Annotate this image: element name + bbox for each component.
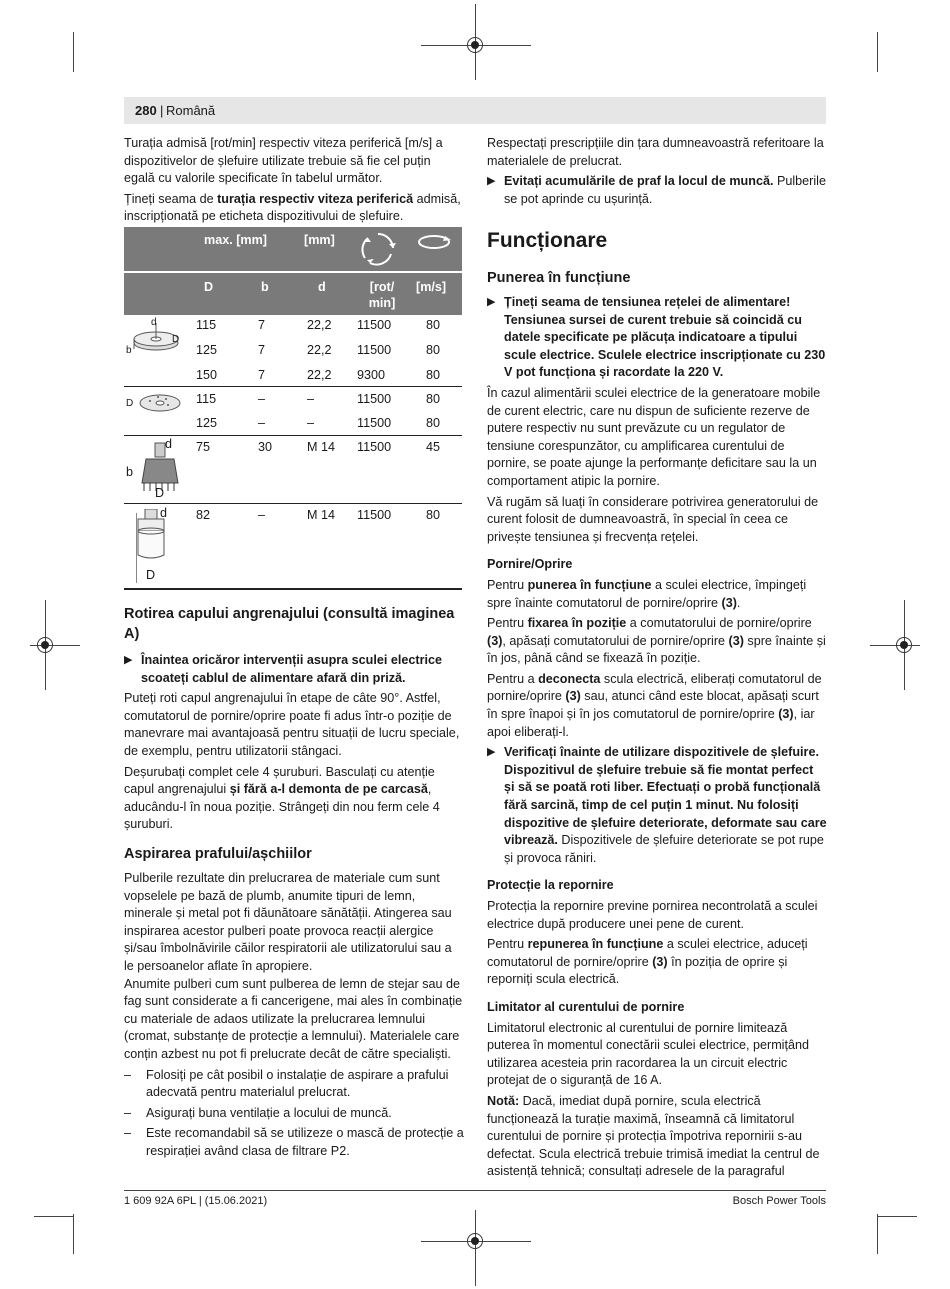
table-cell: – [258,508,266,522]
icon-label-d: d [160,506,168,520]
table-cell: 11500 [357,440,392,454]
startup-section [487,268,827,1184]
dust-section [124,844,464,1164]
warning-voltage: ▶ Țineți seama de tensiunea rețelei de alimentare! Tensiunea sursei de curent trebuie să coincidă cu datele specificate pe plăcuța indicatoare a tipului scule electrice. Sculele electrice inscripționate cu 230 V pot funcționa și racordate la 220 V. [487,295,826,380]
bullet-arrow-icon: ▶ [487,296,496,308]
rotation-section [124,604,464,837]
subsection-title-on-off: Pornire/Oprire [487,557,573,572]
table-cell: 115 [196,318,217,332]
row-separator [124,386,462,387]
dash-bullet: – [124,1126,132,1141]
table-cell: 115 [196,392,217,406]
table-cell: – [258,392,266,406]
table-header-row-1 [124,227,462,271]
table-cell: 22,2 [307,368,332,382]
crop-mark [877,1216,917,1217]
header-b: b [261,280,269,294]
icon-label-b: b [126,345,132,356]
table-cell: 80 [426,416,441,430]
crop-mark [73,32,74,72]
table-cell: – [307,392,315,406]
restart-paragraph-1: Protecția la repornire previne pornirea necontrolată a sculei electrice după producere unei pene de curent. [487,899,818,931]
header-language: Română [166,103,216,118]
subsection-title-current-limiter: Limitator al curentului de pornire [487,999,685,1014]
crop-mark [73,1214,74,1254]
registration-mark-icon [467,37,483,53]
regulations-paragraph: Respectați prescripțiile din țara dumneavoastră referitoare la materialele de prelucrat. [487,136,824,168]
dust-paragraph-2: Anumite pulberi cum sunt pulberea de lemn de stejar sau de fag sunt considerate a fi cancerigene, mai ales în combinație cu materiale de adaos utilizate la prelucrarea lemnului (cromat, substanțe de protecție a lemnului). Materialele care conțin azbest nu pot fi prelucrate decât de către specialiști. [124,976,463,1061]
list-item-text: Folosiți pe cât posibil o instalație de aspirare a prafului adecvată pentru materialul prelucrat. [146,1067,449,1100]
table-cell: M 14 [307,508,335,522]
rotation-paragraph-2: Deșurubați complet cele 4 șuruburi. Basculați cu atenție capul angrenajului și fără a-l demonta de pe carcasă, aducându-l în noua poziție. Strângeți din nou ferm cele 4 șuruburi. [124,764,440,832]
on-off-paragraph-2: Pentru fixarea în poziție a comutatorului de pornire/oprire (3), apăsați comutatorului de pornire/oprire (3) spre înainte și în jos, până când se fixează în poziție. [487,616,826,666]
table-cell: 7 [258,318,266,332]
icon-label-d: d [165,437,173,451]
footer-doc-id: 1 609 92A 6PL | (15.06.2021) [124,1195,268,1207]
header-mm: [mm] [304,233,335,247]
table-cell: 22,2 [307,318,332,332]
icon-label-D: D [126,398,134,409]
crop-mark [877,1214,878,1254]
section-title-rotation: Rotirea capului angrenajului (consultă imaginea A) [124,606,455,642]
table-cell: 11500 [357,318,392,332]
table-cell: 80 [426,392,441,406]
bullet-arrow-icon: ▶ [487,175,496,188]
icon-label-b: b [126,465,134,479]
header-D: D [204,280,214,294]
right-column [487,135,827,211]
list-item-text: Este recomandabil să se utilizeze o mască de protecție a respirației având clasa de filtrare P2. [146,1126,464,1158]
crop-mark [877,32,878,72]
on-off-paragraph-1: Pentru punerea în funcțiune a sculei electrice, împingeți spre înainte comutatorul de pornire/oprire (3). [487,577,807,610]
header-max-mm: max. [mm] [204,233,267,247]
bullet-arrow-icon: ▶ [124,654,133,666]
table-cell: 11500 [357,392,392,406]
icon-label-d: d [151,317,157,328]
table-cell: 11500 [357,416,392,430]
table-cell: 30 [258,440,273,454]
icon-label-D: D [155,486,165,500]
registration-mark-icon [467,1233,483,1249]
limiter-paragraph-2: Notă: Dacă, imediat după pornire, scula electrică funcționează la turație maximă, înseamnă că limitatorul curentului de pornire și protecția împotriva repornirii s-au defectat. Scula electrică trebuie trimisă imediat la centrul de asistență tehnică; consultați adresele de la paragraful [487,1093,820,1179]
list-item [124,1125,464,1160]
dash-bullet: – [124,1067,132,1082]
crop-mark [870,645,920,646]
table-cell: 80 [426,508,441,522]
intro-paragraph-2: Țineți seama de turația respectiv viteza periferică admisă, inscripționată pe eticheta dispozitivului de șlefuire. [124,191,461,224]
section-title-dust: Aspirarea prafului/așchiilor [124,846,312,862]
table-bottom-border [124,588,462,590]
peripheral-speed-icon [416,233,452,251]
dash-bullet: – [124,1105,132,1120]
footer-brand: Bosch Power Tools [732,1195,826,1207]
table-cell: 22,2 [307,343,332,357]
warning-unplug: ▶ Înaintea oricăror intervenții asupra sculei electrice scoateți cablul de alimentare afară din priză. [124,653,442,685]
intro-paragraph: Turația admisă [rot/min] respectiv viteza periferică [m/s] a dispozitivelor de șlefuire utilizate trebuie să fie cel puțin egală cu valorile specificate în tabelul următor. [124,136,443,186]
generator-paragraph-2: Vă rugăm să luați în considerare potrivirea generatorului de curent folosit de dumneavoastră, în special în ceea ce privește tensiunea și frecvența rețelei. [487,494,819,544]
table-cell: 80 [426,368,441,382]
page-footer [124,1190,826,1207]
list-item-text: Asigurați buna ventilație a locului de muncă. [146,1105,392,1120]
dust-paragraph: Pulberile rezultate din prelucrarea de materiale cum sunt vopselele pe bază de plumb, anumite tipuri de lemn, minerale și metal pot fi dăunătoare sănătății. Atingerea sau inspirarea acestor pulberi poate provoca reacții alergice și/sau îmbolnăvirile căilor respiratorii ale utilizatorului sau a le persoanelor aflate în apropiere. [124,871,452,973]
rotation-paragraph: Puteți roti capul angrenajului în etape de câte 90°. Astfel, comutatorul de pornire/oprire poate fi adus într-o poziție de manevrare mai avantajoasă pentru situații de lucru speciale, de exemplu, pentru utilizatorii stângaci. [124,691,460,758]
generator-paragraph: În cazul alimentării sculei electrice de la generatoare mobile de curent electric, care nu dispun de suficiente rezerve de putere respectiv nu sunt prevăzute cu un regulator de tensiune corespunzător, cu amplificarea curentului de pornire, se poate ajunge la performanțe deficitare sau la un comportament atipic la pornire. [487,385,821,488]
section-title-startup: Punerea în funcțiune [487,270,631,286]
list-item [124,1105,464,1123]
dimension-line [136,513,137,583]
table-cell: 7 [258,368,266,382]
table-cell: 11500 [357,508,392,522]
table-cell: M 14 [307,440,335,454]
table-cell: 125 [196,416,218,430]
page-header [124,97,826,124]
header-separator: | [160,103,164,118]
table-header-row-2 [124,273,462,315]
warning-dust: ▶ Evitați acumulările de praf la locul de muncă. Pulberile se pot aprinde cu ușurință. [487,174,826,206]
row-separator [124,435,462,436]
table-cell: 11500 [357,343,392,357]
fibre-disc-icon [136,389,182,419]
restart-paragraph-2: Pentru repunerea în funcțiune a sculei electrice, aduceți comutatorul de pornire/oprire (3) în poziția de oprire și reporniți scula electrică. [487,937,808,987]
list-item [124,1067,464,1102]
table-cell: 125 [196,343,218,357]
limiter-paragraph-1: Limitatorul electronic al curentului de pornire limitează puterea în momentul conectării sculei electrice, permițând utilizarea acesteia prin racordarea la un circuit electric protejat de o siguranță de 16 A. [487,1020,809,1088]
table-cell: 80 [426,318,441,332]
intro-section [124,135,464,229]
crop-mark [34,1216,74,1217]
table-cell: 7 [258,343,266,357]
section-title-operation: Funcționare [487,229,608,252]
icon-label-D: D [146,568,156,582]
table-cell: 80 [426,343,441,357]
rotation-speed-icon [358,230,398,268]
registration-mark-icon [37,637,53,653]
header-ms: [m/s] [416,280,447,294]
on-off-paragraph-3: Pentru a deconecta scula electrică, eliberați comutatorul de pornire/oprire (3) sau, atunci când este blocat, apăsați scurt în spre înapoi și în jos comutatorul de pornire/oprire (3), iar apoi eliberați-l. [487,671,822,739]
page-number: 280 [135,103,157,118]
table-cell: 150 [196,368,218,382]
table-cell: – [307,416,315,430]
table-cell: 75 [196,440,211,454]
header-rpm: [rot/ min] [368,280,396,310]
operation-section [487,228,827,254]
bullet-arrow-icon: ▶ [487,746,496,759]
row-separator [124,503,462,504]
table-cell: 82 [196,508,211,522]
table-cell: 9300 [357,368,386,382]
registration-mark-icon [896,637,912,653]
warning-check-tools: ▶ Verificați înainte de utilizare dispozitivele de șlefuire. Dispozitivul de șlefuire trebuie să fie montat perfect și să se poată roti liber. Efectuați o probă funcțională fără sarcină, timp de cel puțin 1 minut. Nu folosiți dispozitive de șlefuire deteriorate, deformate sau care vibrează. Dispozitivele de șlefuire deteriorate se pot rupe și provoca răniri. [487,745,827,865]
icon-label-D: D [172,334,180,345]
subsection-title-restart-protection: Protecție la repornire [487,878,614,893]
table-cell: 45 [426,440,441,454]
header-d: d [318,280,326,294]
table-cell: – [258,416,266,430]
